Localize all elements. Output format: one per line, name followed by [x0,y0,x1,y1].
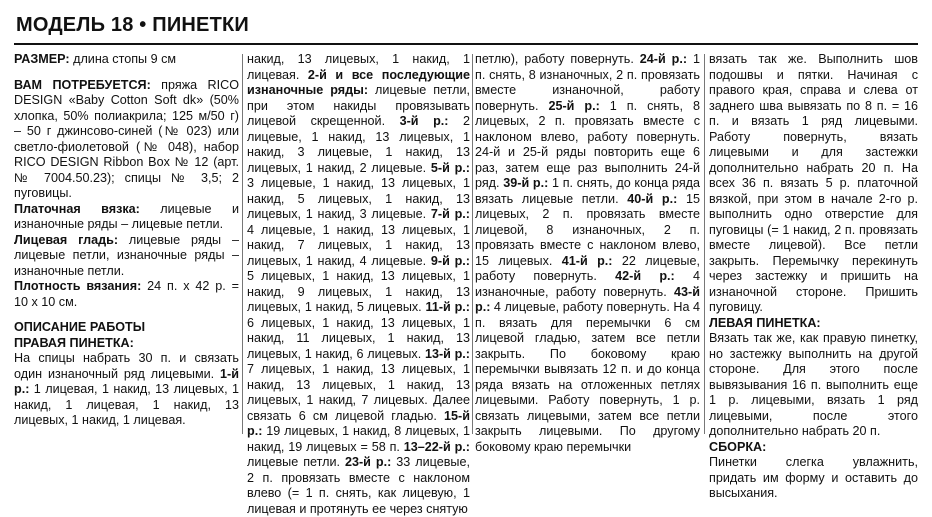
right-bootie-text: На спицы набрать 30 п. и связать один изнаночный ряд лицевыми. 1-й р.: 1 лицевая, 1 накид, 13 лицевых, 1 накид, 1 лицевая, 1 накид, 13 лицевых, 1 накид, 1 лицевая. [14,351,239,427]
materials-label: ВАМ ПОТРЕБУЕТСЯ: [14,77,151,92]
size-label: РАЗМЕР: [14,52,70,66]
column-3 [475,52,700,454]
page-title: МОДЕЛЬ 18 • ПИНЕТКИ [16,14,249,36]
materials-text: пряжа RICO DESIGN «Baby Cotton Soft dk» (50% хлопка, 50% полиакрила; 125 м/50 г) – 50 г джинсово-синей (№ 023) или светло-фиолетовой (№ 048), набор RICO DESIGN Ribbon Box № 12 (арт. № 7004.50.23); спицы № 3,5; 2 пуговицы. [14,77,239,200]
garter-stitch-text: лицевые и изнаночные ряды – лицевые петли. [14,201,239,231]
column-3-text: петлю), работу повернуть. 24-й р.: 1 п. снять, 8 изнаночных, 2 п. провязать вместе изнаночной, работу повернуть. 25-й р.: 1 п. снять, 8 лицевых, 2 п. провязать вместе с наклоном влево, работу повернуть. 24-й и 25-й ряды повторить еще 6 раз, затем еще раз выполнить 24-й ряд. 39-й р.: 1 п. снять, до конца ряда вязать лицевые петли. 40-й р.: 15 лицевых, 2 п. провязать вместе лицевой, 8 изнаночных, 2 п. провязать вместе с наклоном влево, 15 лицевых. 41-й р.: 22 лицевые, работу повернуть. 42-й р.: 4 изнаночные, работу повернуть. 43-й р.: 4 лицевые, работу повернуть. На 4 п. вязать для перемычки 6 см лицевой гладью, затем все петли закрыть. По боковому краю перемычки вывязать 12 п. и до конца ряда вязать на отложенных петлях лицевыми. Работу повернуть, 1 р. связать лицевыми, затем все петли закрыть лицевыми. По другому боковому краю перемычки [475,52,700,454]
title-rule [14,43,918,45]
gauge-paragraph [14,279,239,310]
stockinette-paragraph [14,233,239,280]
column-divider [242,54,243,434]
garter-stitch-paragraph [14,202,239,233]
column-2 [247,52,471,516]
gauge-label: Плотность вязания: [14,279,142,293]
column-4 [709,52,918,500]
left-bootie-heading: ЛЕВАЯ ПИНЕТКА: [709,315,821,330]
column-divider [704,54,705,434]
materials-paragraph [14,78,239,202]
column-2-text: накид, 13 лицевых, 1 накид, 1 лицевая. 2-й и все последующие изнаночные ряды: лицевые петли, при этом накиды провязывать лицевой скрещенной. 3-й р.: 2 лицевые, 1 накид, 13 лицевых, 1 накид, 3 лицевые, 1 накид, 13 лицевых, 1 накид, 2 лицевые. 5-й р.: 3 лицевые, 1 накид, 13 лицевых, 1 накид, 5 лицевых, 1 накид, 13 лицевых, 1 накид, 3 лицевые. 7-й р.: 4 лицевые, 1 накид, 13 лицевых, 1 накид, 7 лицевых, 1 накид, 13 лицевых, 1 накид, 4 лицевые. 9-й р.: 5 лицевых, 1 накид, 13 лицевых, 1 накид, 9 лицевых, 1 накид, 13 лицевых, 1 накид, 5 лицевых. 11-й р.: 6 лицевых, 1 накид, 13 лицевых, 1 накид, 11 лицевых, 1 накид, 13 лицевых, 1 накид, 6 лицевых. 13-й р.: 7 лицевых, 1 накид, 13 лицевых, 1 накид, 13 лицевых, 1 накид, 13 лицевых, 1 накид, 7 лицевых. Далее связать 6 см лицевой гладью. 15-й р.: 19 лицевых, 1 накид, 8 лицевых, 1 накид, 19 лицевых = 58 п. 13–22-й р.: лицевые петли. 23-й р.: 33 лицевые, 2 п. провязать вместе с наклоном влево (= 1 п. снять, как лицевую, 1 лицевая и протянуть ее через снятую [247,52,471,516]
column-4-text: вязать так же. Выполнить шов подошвы и пятки. Начиная с правого края, справа и слева от заднего шва вывязать по 8 п. = 16 п. и вязать 1 ряд лицевыми. Работу повернуть, вязать лицевыми и для застежки дополнительно набрать 20 п. На всех 36 п. вязать 5 р. платочной вязкой, при этом в начале 2-го р. выполнить одно отверстие для пуговицы (= 1 накид, 2 п. провязать вместе лицевой). Все петли закрыть. Перемычку перекинуть через застежку и пришить на изнаночной стороне. Пришить пуговицу. [709,52,918,314]
stockinette-label: Лицевая гладь: [14,232,119,247]
assembly-heading: СБОРКА: [709,439,767,454]
size-text: длина стопы 9 см [69,52,177,66]
description-heading: ОПИСАНИЕ РАБОТЫ [14,320,146,334]
gauge-text: 24 п. x 42 р. = 10 x 10 см. [14,279,239,309]
garter-stitch-label: Платочная вязка: [14,201,140,216]
size-paragraph [14,52,239,68]
right-bootie-heading: ПРАВАЯ ПИНЕТКА: [14,335,134,350]
article-columns [14,52,918,516]
stockinette-text: лицевые ряды – лицевые петли, изнаночные ряды – изнаночные петли. [14,232,239,278]
column-divider [472,54,473,434]
left-bootie-text: Вязать так же, как правую пинетку, но застежку выполнить на другой стороне. Для этого после вывязывания 16 п. выполнить еще 1 р. лицевыми, вязать 1 ряд лицевыми, после этого дополнительно набрать 20 п. [709,331,918,438]
column-1 [14,52,239,436]
assembly-text: Пинетки слегка увлажнить, придать им форму и оставить до высыхания. [709,455,918,500]
row-label: 1-й р.: [14,366,239,396]
